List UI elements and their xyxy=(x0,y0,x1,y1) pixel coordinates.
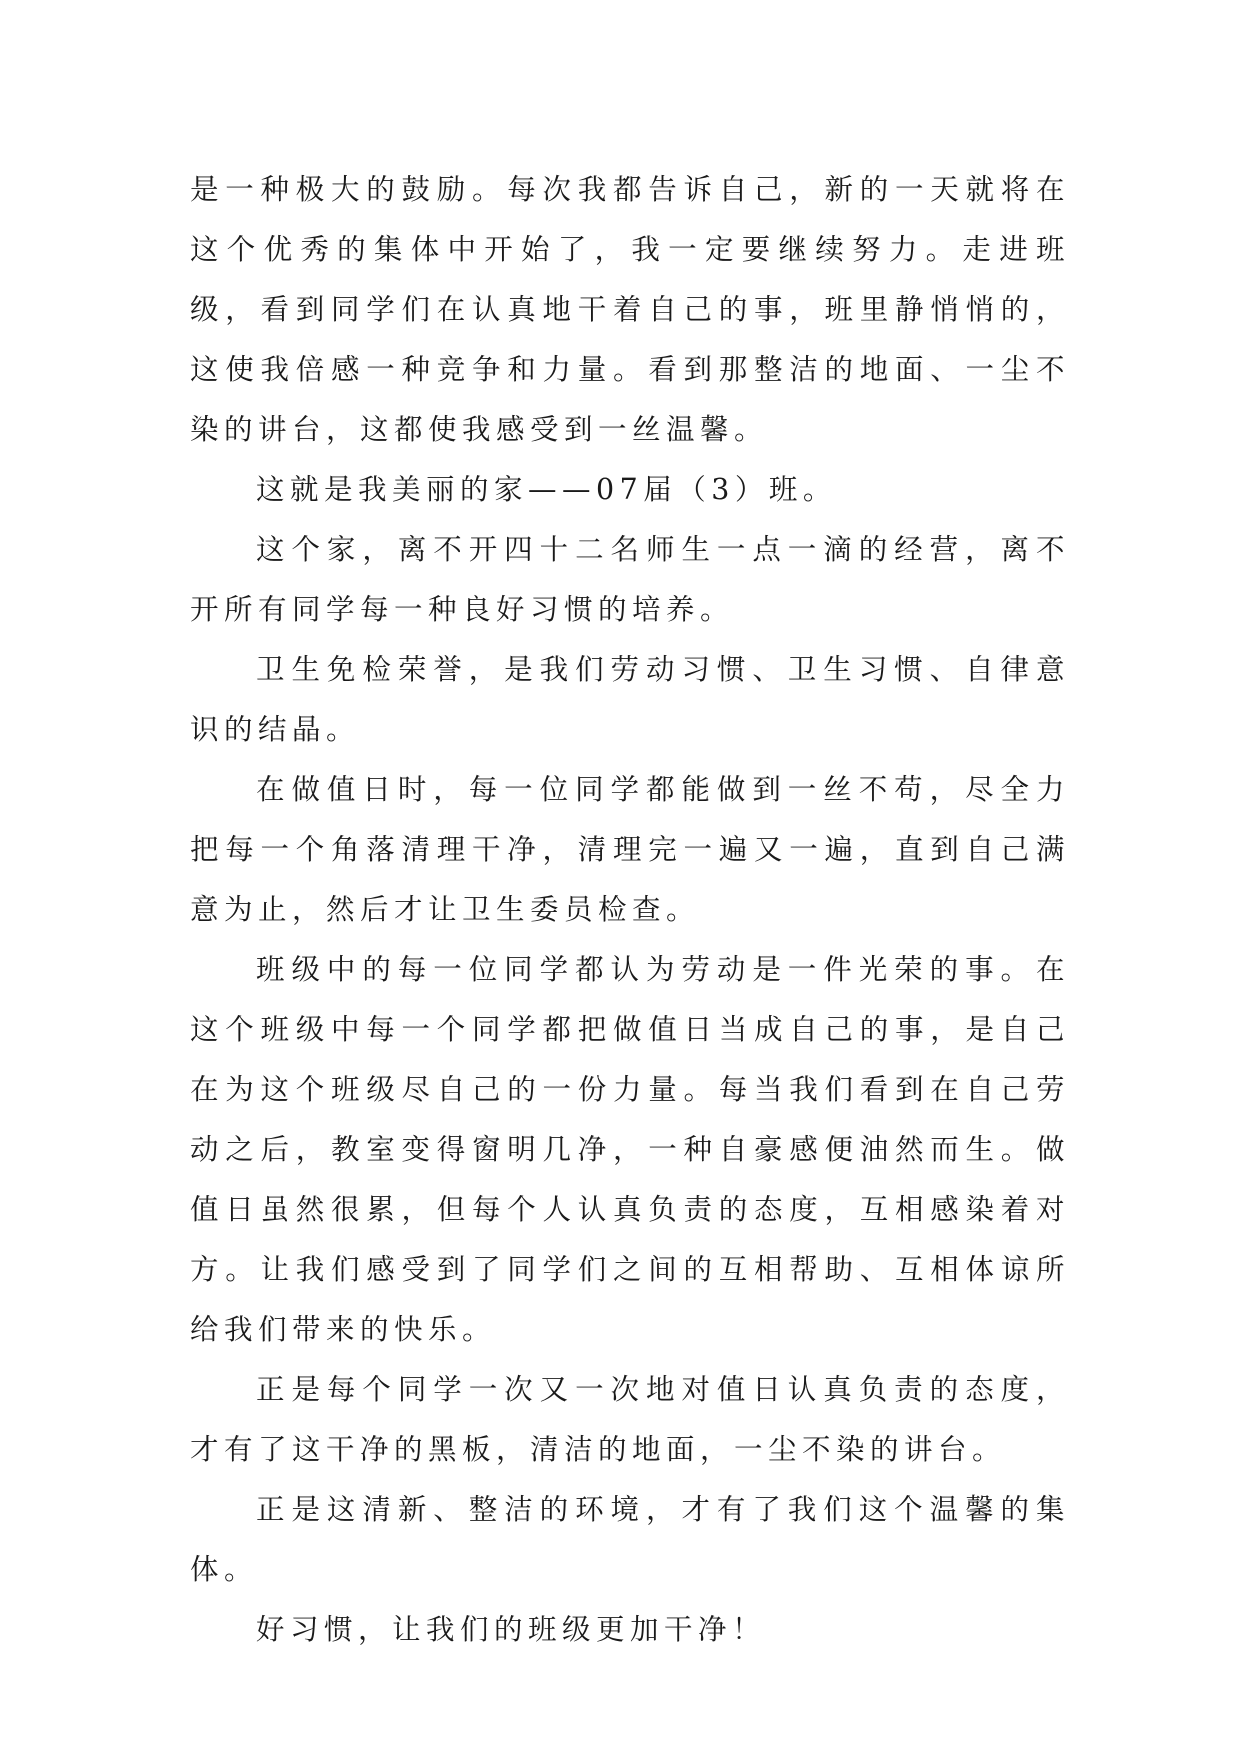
paragraph-5: 在做值日时，每一位同学都能做到一丝不苟，尽全力把每一个角落清理干净，清理完一遍又一遍，直到自己满意为止，然后才让卫生委员检查。 xyxy=(190,773,1070,926)
paragraph-3: 这个家，离不开四十二名师生一点一滴的经营，离不开所有同学每一种良好习惯的培养。 xyxy=(190,533,1070,626)
document-body xyxy=(190,160,1070,1660)
paragraph-2: 这就是我美丽的家——07届（3）班。 xyxy=(256,473,837,506)
paragraph-9: 好习惯，让我们的班级更加干净！ xyxy=(256,1613,767,1646)
paragraph-7: 正是每个同学一次又一次地对值日认真负责的态度，才有了这干净的黑板，清洁的地面，一尘不染的讲台。 xyxy=(190,1373,1070,1466)
paragraph-4: 卫生免检荣誉，是我们劳动习惯、卫生习惯、自律意识的结晶。 xyxy=(190,653,1070,746)
paragraph-8: 正是这清新、整洁的环境，才有了我们这个温馨的集体。 xyxy=(190,1493,1070,1586)
paragraph-1: 是一种极大的鼓励。每次我都告诉自己，新的一天就将在这个优秀的集体中开始了，我一定要继续努力。走进班级，看到同学们在认真地干着自己的事，班里静悄悄的，这使我倍感一种竞争和力量。看到那整洁的地面、一尘不染的讲台，这都使我感受到一丝温馨。 xyxy=(190,173,1070,446)
paragraph-6: 班级中的每一位同学都认为劳动是一件光荣的事。在这个班级中每一个同学都把做值日当成自己的事，是自己在为这个班级尽自己的一份力量。每当我们看到在自己劳动之后，教室变得窗明几净，一种自豪感便油然而生。做值日虽然很累，但每个人认真负责的态度，互相感染着对方。让我们感受到了同学们之间的互相帮助、互相体谅所给我们带来的快乐。 xyxy=(190,953,1070,1346)
